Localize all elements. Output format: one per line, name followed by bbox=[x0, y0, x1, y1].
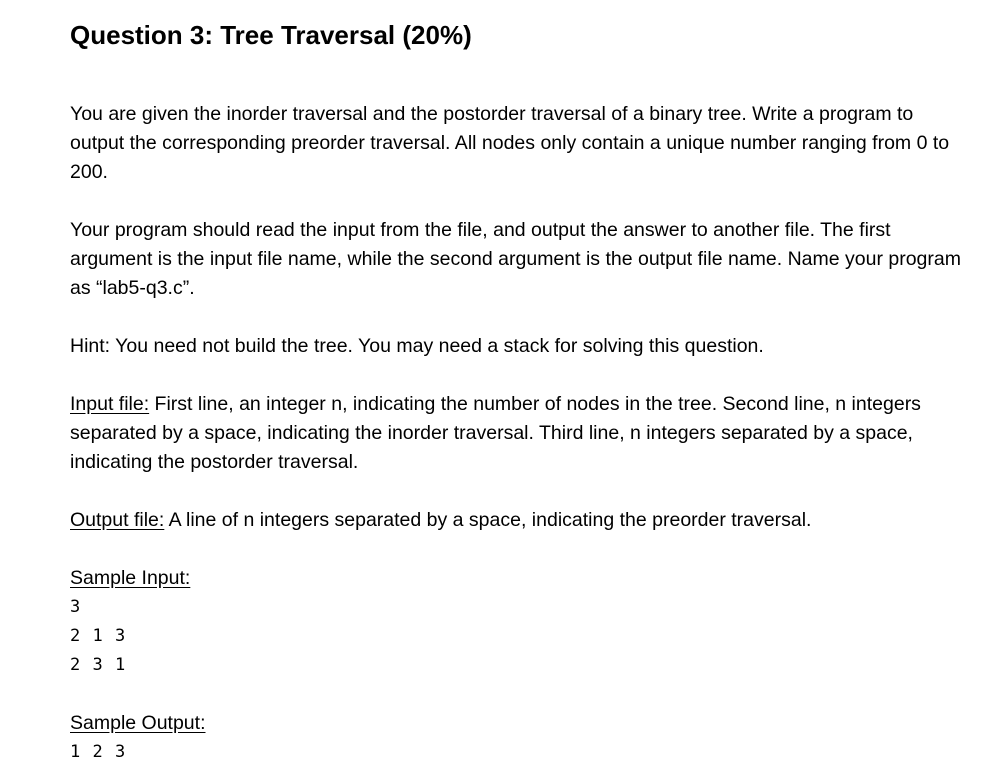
problem-description: You are given the inorder traversal and the postorder traversal of a binary tree. Write a program to output the corresponding preorder traversal. All nodes only contain a unique number ranging from 0 to 200. bbox=[70, 103, 950, 183]
question-title: Question 3: Tree Traversal (20%) bbox=[70, 20, 472, 50]
sample-output-label: Sample Output: bbox=[70, 712, 206, 734]
hint-text: Hint: You need not build the tree. You may need a stack for solving this question. bbox=[70, 335, 764, 357]
io-instructions: Your program should read the input from the file, and output the answer to another file. The first argument is the input file name, while the second argument is the output file name. Name your program as “lab5-q3.c”. bbox=[70, 219, 961, 299]
output-file-label: Output file: bbox=[70, 509, 165, 531]
sample-output-heading bbox=[70, 709, 970, 738]
sample-input-line: 2 1 3 bbox=[70, 626, 127, 646]
sample-input-label: Sample Input: bbox=[70, 567, 191, 589]
sample-output-block bbox=[70, 738, 970, 767]
sample-input-block bbox=[70, 593, 970, 680]
input-file-spec bbox=[70, 390, 970, 477]
sample-input-line: 3 bbox=[70, 597, 82, 617]
sample-output-line: 1 2 3 bbox=[70, 742, 127, 762]
output-file-text: A line of n integers separated by a space, indicating the preorder traversal. bbox=[164, 509, 812, 531]
sample-input-heading bbox=[70, 564, 970, 593]
output-file-spec bbox=[70, 506, 970, 535]
input-file-label: Input file: bbox=[70, 393, 150, 415]
input-file-text: First line, an integer n, indicating the number of nodes in the tree. Second line, n integers separated by a space, indicating the inorder traversal. Third line, n integers separated by a space, indicating the postorder traversal. bbox=[70, 393, 921, 473]
document-page bbox=[70, 18, 970, 767]
sample-input-line: 2 3 1 bbox=[70, 655, 127, 675]
